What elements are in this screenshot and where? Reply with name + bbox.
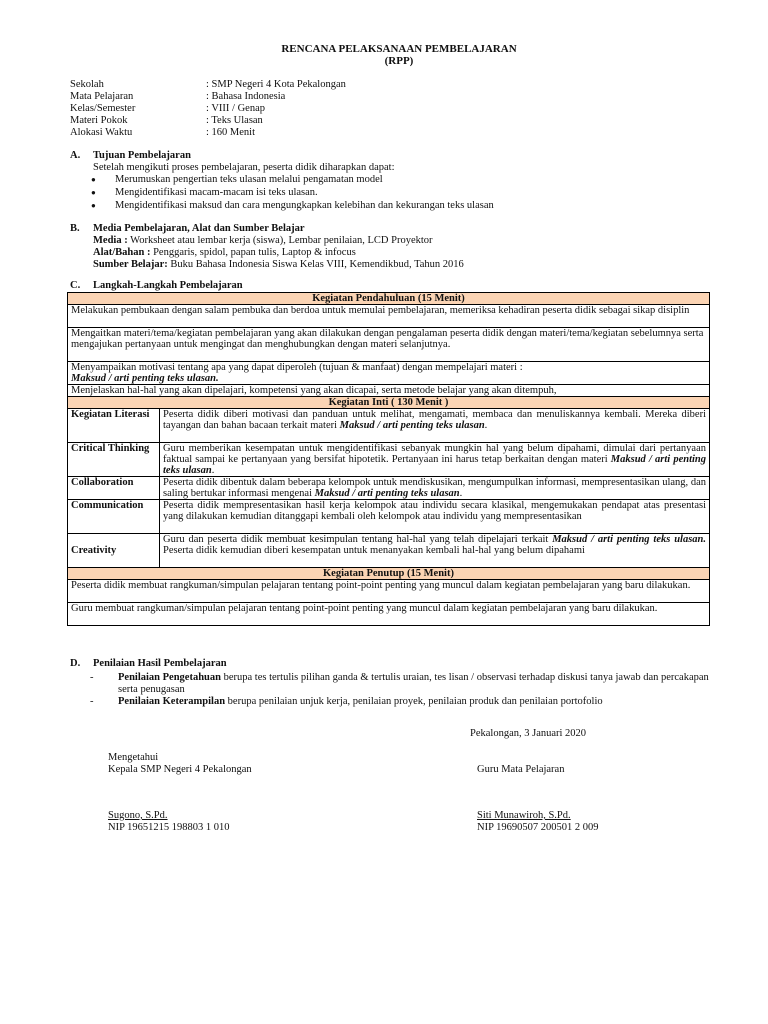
table-row [68,362,710,385]
info-label: Kelas/Semester [70,103,136,114]
section-title: Penilaian Hasil Pembelajaran [93,658,227,669]
info-row [70,79,346,91]
steps-table [67,292,710,626]
sumber-label: Sumber Belajar: [93,259,168,270]
objective-list [93,174,494,213]
place-date: Pekalongan, 3 Januari 2020 [470,728,587,739]
row-text-emphasis: Maksud / arti penting teks ulasan [163,454,706,476]
alat-value: Penggaris, spidol, papan tulis, Laptop & infocus [150,247,356,258]
table-row: Melakukan pembukaan dengan salam pembuka dan berdoa untuk memulai pembelajaran, memeriksa kehadiran peserta didik sebagai sikap disiplin [68,305,710,328]
section-number: B. [70,223,80,234]
penutup-header: Kegiatan Penutup (15 Menit) [68,568,710,580]
row-text-after: Peserta didik kemudian diberi kesempatan untuk menanyakan kembali hal-hal yang belum dipahami [163,545,585,556]
section-b-body [93,235,464,271]
dash-marker: - [90,696,94,707]
info-label: Alokasi Waktu [70,127,133,138]
table-row: Mengaitkan materi/tema/kegiatan pembelajaran yang akan dilakukan dengan pengalaman peserta didik dengan materi/tema/kegiatan sebelumnya serta mengajukan pertanyaan untuk mengingat dan menghubungkan dengan materi selanjutnya. [68,328,710,362]
row-text [160,443,710,477]
principal-nip: NIP 19651215 198803 1 010 [108,822,230,833]
table-row: Guru membuat rangkuman/simpulan pelajaran tentang point-point penting yang muncul dalam kegiatan pembelajaran yang baru dilakukan. [68,603,710,626]
section-d-heading [70,658,227,670]
motivasi-text: Menyampaikan motivasi tentang apa yang dapat diperoleh (tujuan & manfaat) dengan mempelajari materi : [71,362,523,373]
media-line [93,235,464,247]
principal-name: Sugono, S.Pd. [108,810,168,821]
list-item: ● Mengidentifikasi macam-macam isi teks ulasan. [93,187,494,200]
section-a-intro: Setelah mengikuti proses pembelajaran, peserta didik diharapkan dapat: [93,162,395,173]
mengetahui-label: Mengetahui [108,752,159,763]
teacher-role: Guru Mata Pelajaran [477,764,565,775]
assessment-label: Penilaian Keterampilan [118,696,226,707]
alat-line [93,247,464,259]
doc-title: RENCANA PELAKSANAAN PEMBELAJARAN [281,43,517,55]
table-row [68,477,710,500]
section-title: Tujuan Pembelajaran [93,150,191,161]
teacher-nip: NIP 19690507 200501 2 009 [477,822,599,833]
row-key: Communication [68,500,160,534]
table-row: Peserta didik membuat rangkuman/simpulan pelajaran tentang point-point penting yang muncul dalam kegiatan pembelajaran yang baru dilakukan. [68,580,710,603]
row-text [160,409,710,443]
row-text-after: . [211,465,215,476]
principal-role: Kepala SMP Negeri 4 Pekalongan [108,764,252,775]
table-row [68,443,710,477]
table-row [68,534,710,568]
info-value: : VIII / Genap [206,103,265,114]
row-key: Kegiatan Literasi [68,409,160,443]
info-value: : 160 Menit [206,127,255,138]
row-text-body: Guru dan peserta didik membuat kesimpulan tentang hal-hal yang telah dipelajari terkait [163,534,553,545]
info-row [70,127,346,139]
identity-block [70,79,346,139]
sumber-value: Buku Bahasa Indonesia Siswa Kelas VIII, Kemendikbud, Tahun 2016 [167,259,464,270]
table-row [68,500,710,534]
info-value: : Teks Ulasan [206,115,263,126]
row-key: Collaboration [68,477,160,500]
section-a-heading [70,150,191,162]
row-text-emphasis: Maksud / arti penting teks ulasan [314,488,460,499]
section-a-body [93,162,494,213]
info-value: : SMP Negeri 4 Kota Pekalongan [206,79,346,90]
info-row [70,115,346,127]
row-text-after: . [484,420,488,431]
row-text-body: Peserta didik mempresentasikan hasil kerja kelompok atau individu secara klasikal, mengemukakan pendapat atas presentasi yang dilakukan kemudian ditanggapi kembali oleh kelompok atau individu yang mempresentasikan [163,500,706,522]
assessment-list [90,672,715,708]
list-item: ● Mengidentifikasi maksud dan cara mengungkapkan kelebihan dan kekurangan teks ulasan [93,200,494,213]
assessment-label: Penilaian Pengetahuan [118,672,221,683]
row-text-body: Peserta didik dibentuk dalam beberapa kelompok untuk mendiskusikan, mengumpulkan informasi, mempresentasikan ulang, dan saling bertukar informasi mengenai [163,477,706,499]
teacher-name: Siti Munawiroh, S.Pd. [477,810,571,821]
list-item: ● Merumuskan pengertian teks ulasan melalui pengamatan model [93,174,494,187]
assessment-desc: berupa tes tertulis pilihan ganda & tertulis uraian, tes lisan / observasi terhadap diskusi tanya jawab dan percakapan serta penugasan [118,672,709,695]
row-text-body: Guru memberikan kesempatan untuk mengidentifikasi sebanyak mungkin hal yang belum dipahami, dimulai dari pertanyaan faktual sampai ke pertanyaan yang bersifat hipotetik. Pertanyaan ini harus tetap berkaitan dengan materi [163,443,706,465]
row-key: Critical Thinking [68,443,160,477]
row-text-emphasis: Maksud / arti penting teks ulasan. [552,534,706,545]
assessment-text [118,696,715,708]
row-text [160,500,710,534]
info-row [70,91,346,103]
row-text [160,534,710,568]
sumber-line [93,259,464,271]
media-label: Media : [93,235,128,246]
alat-label: Alat/Bahan : [93,247,151,258]
list-item [90,672,715,696]
list-item [90,696,715,708]
dash-marker: - [90,672,94,683]
info-label: Mata Pelajaran [70,91,134,102]
motivasi-emphasis: Maksud / arti penting teks ulasan. [71,373,219,384]
row-text-emphasis: Maksud / arti penting teks ulasan [339,420,485,431]
section-c-heading [70,280,243,292]
info-row [70,103,346,115]
info-label: Materi Pokok [70,115,128,126]
assessment-text [118,672,715,696]
table-row: Menjelaskan hal-hal yang akan dipelajari, kompetensi yang akan dicapai, serta metode belajar yang akan ditempuh, [68,385,710,397]
doc-subtitle: (RPP) [384,55,414,67]
inti-header: Kegiatan Inti ( 130 Menit ) [68,397,710,409]
section-number: A. [70,150,81,161]
media-value: Worksheet atau lembar kerja (siswa), Lembar penilaian, LCD Proyektor [127,235,433,246]
assessment-desc: berupa penilaian unjuk kerja, penilaian proyek, penilaian produk dan penilaian portofolio [225,696,603,707]
row-text-body: Peserta didik diberi motivasi dan panduan untuk melihat, mengamati, membaca dan menuliskannya kembali. Mereka diberi tayangan dan bahan bacaan terkait materi [163,409,706,431]
section-title: Media Pembelajaran, Alat dan Sumber Belajar [93,223,305,234]
info-label: Sekolah [70,79,104,90]
row-key: Creativity [68,534,160,568]
section-number: C. [70,280,81,291]
section-number: D. [70,658,81,669]
pendahuluan-header: Kegiatan Pendahuluan (15 Menit) [68,293,710,305]
info-value: : Bahasa Indonesia [206,91,286,102]
table-row [68,409,710,443]
row-text [160,477,710,500]
section-title: Langkah-Langkah Pembelajaran [93,280,243,291]
section-b-heading [70,223,305,235]
row-text-after: . [459,488,463,499]
